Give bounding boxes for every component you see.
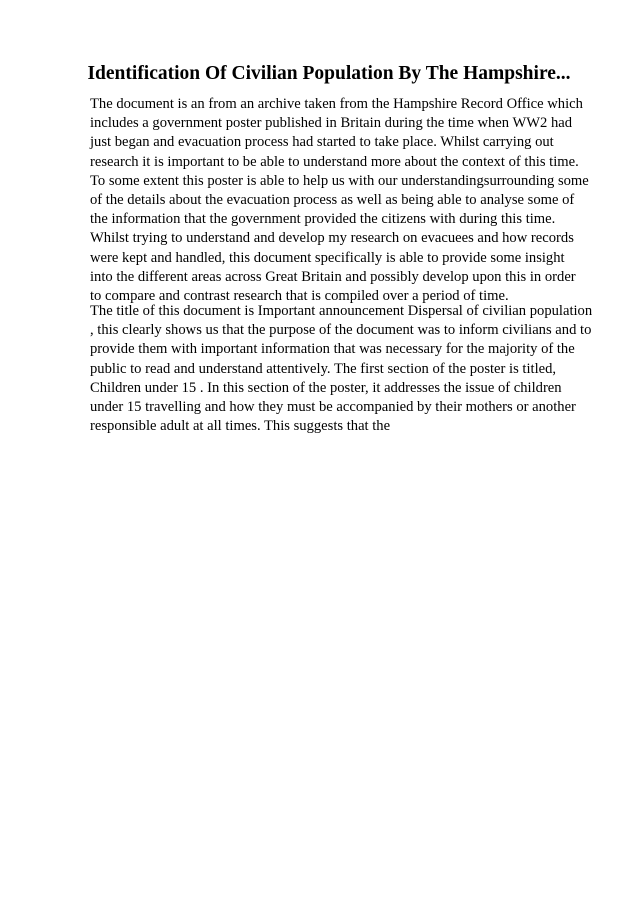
text-line: The title of this document is Important announcement Dispersal of civilian population <box>90 303 593 319</box>
paragraph-1 <box>90 95 600 306</box>
text-line: includes a government poster published in Britain during the time when WW2 had <box>90 115 573 132</box>
text-line: of the details about the evacuation process as well as being able to analyse some of <box>90 192 575 209</box>
text-line: to compare and contrast research that is compiled over a period of time. <box>90 288 509 305</box>
text-line: public to read and understand attentively. The first section of the poster is titled, <box>90 360 557 377</box>
text-line: To some extent this poster is able to help us with our understandingsurrounding some <box>90 172 589 189</box>
paragraph-2 <box>90 302 600 436</box>
text-line: under 15 travelling and how they must be accompanied by their mothers or another <box>90 399 576 416</box>
text-line: Children under 15 . In this section of the poster, it addresses the issue of children <box>90 379 562 396</box>
text-line: into the different areas across Great Britain and possibly develop upon this in order <box>90 268 576 285</box>
text-line: The document is an from an archive taken from the Hampshire Record Office which <box>90 96 583 112</box>
text-line: just began and evacuation process had started to take place. Whilst carrying out <box>90 134 554 151</box>
text-line: responsible adult at all times. This suggests that the <box>90 418 391 435</box>
text-line: , this clearly shows us that the purpose of the document was to inform civilians and to <box>90 322 592 339</box>
document-title: Identification Of Civilian Population By The Hampshire... <box>87 63 571 84</box>
text-line: were kept and handled, this document specifically is able to provide some insight <box>90 249 565 266</box>
text-line: provide them with important information that was necessary for the majority of the <box>90 341 575 358</box>
text-line: research it is important to be able to understand more about the context of this time. <box>90 153 579 170</box>
text-line: the information that the government provided the citizens with during this time. <box>90 211 556 228</box>
text-line: Whilst trying to understand and develop my research on evacuees and how records <box>90 230 574 247</box>
